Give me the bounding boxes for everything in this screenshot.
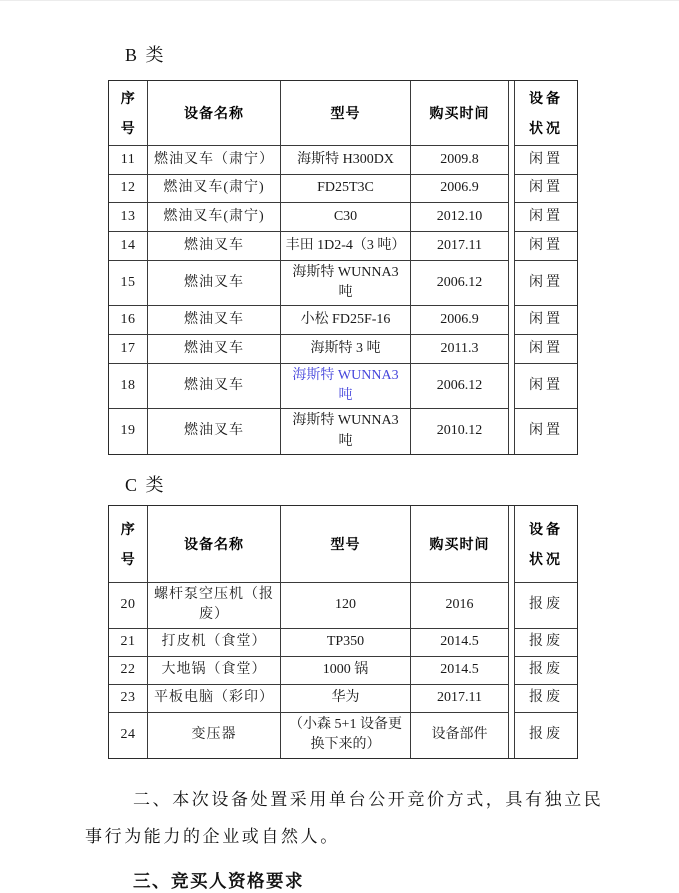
cell-text: 22 [120, 662, 136, 678]
cell-text: 序号 [120, 89, 136, 136]
cell-text: 闲置 [529, 340, 563, 356]
table-cell [109, 203, 148, 232]
table-cell [109, 583, 148, 629]
cell-text: 海斯特 WUNNA3 吨 [292, 367, 399, 404]
cell-text: 15 [120, 274, 136, 290]
cell-text: 购买时间 [429, 104, 490, 121]
table-cell [281, 685, 411, 713]
table-cell [148, 629, 281, 657]
cell-text: 报废 [529, 662, 563, 678]
cell-text: 2017.11 [437, 690, 482, 706]
table-cell [515, 713, 577, 758]
table-cell [148, 409, 281, 454]
cell-text: 闲置 [529, 180, 563, 196]
header-cell [148, 506, 281, 583]
cell-text: 小松 FD25F-16 [300, 312, 391, 328]
table-cell [515, 409, 577, 454]
cell-text: 海斯特 3 吨 [310, 340, 381, 356]
cell-text: 18 [120, 377, 136, 393]
cell-text: 2011.3 [440, 340, 479, 356]
table-cell [281, 203, 411, 232]
cell-text: 报废 [529, 727, 563, 743]
cell-text: 14 [120, 237, 136, 253]
table-cell [148, 685, 281, 713]
table-cell [281, 583, 411, 629]
table-cell [109, 409, 148, 454]
table-cell [515, 583, 577, 629]
table-cell [109, 175, 148, 204]
header-cell [281, 81, 411, 146]
table-cell [281, 335, 411, 364]
table-cell [281, 306, 411, 335]
cell-text: 2006.9 [440, 180, 479, 196]
cell-text: 设备部件 [431, 727, 488, 743]
cell-text: 2010.12 [436, 423, 483, 439]
table-cell [515, 364, 577, 410]
cell-text: 燃油叉车 [184, 312, 244, 328]
table-cell [411, 409, 509, 454]
cell-text: 2014.5 [440, 633, 479, 649]
header-cell [411, 506, 509, 583]
table-cell [148, 364, 281, 410]
cell-text: 2006.12 [436, 274, 483, 290]
cell-text: C30 [333, 209, 358, 225]
table-cell [411, 203, 509, 232]
header-cell [281, 506, 411, 583]
cell-text: 报废 [529, 690, 563, 706]
cell-text: 12 [120, 180, 136, 196]
cell-text: 20 [120, 597, 136, 613]
cell-text: 设备状况 [529, 89, 563, 136]
table-cell [411, 146, 509, 175]
cell-text: 17 [120, 340, 136, 356]
table-cell [411, 364, 509, 410]
cell-text: 16 [120, 312, 136, 328]
cell-text: TP350 [326, 633, 365, 649]
table-cell [109, 685, 148, 713]
table-cell [411, 583, 509, 629]
cell-text: 11 [120, 151, 136, 167]
section-label-b: B 类 [125, 45, 166, 65]
table-cell [411, 629, 509, 657]
header-cell [515, 506, 577, 583]
cell-text: 闲置 [529, 209, 563, 225]
table-cell [109, 629, 148, 657]
cell-text: 燃油叉车(肃宁) [163, 209, 265, 225]
table-cell [515, 306, 577, 335]
table-cell [148, 713, 281, 758]
cell-text: 燃油叉车 [184, 423, 244, 439]
table-cell [148, 232, 281, 261]
cell-text: 海斯特 WUNNA3 吨 [292, 264, 399, 301]
cell-text: 21 [120, 633, 136, 649]
cell-text: 120 [335, 597, 356, 613]
table-cell [148, 335, 281, 364]
table-cell [411, 306, 509, 335]
table-cell [109, 335, 148, 364]
cell-text: 燃油叉车 [184, 274, 244, 290]
cell-text: 闲置 [529, 274, 563, 290]
table-cell [411, 175, 509, 204]
cell-text: 大地锅（食堂） [161, 662, 267, 678]
cell-text: 2014.5 [440, 662, 479, 678]
header-cell [411, 81, 509, 146]
cell-text: 闲置 [529, 237, 563, 253]
cell-text: 23 [120, 690, 136, 706]
table-cell [281, 629, 411, 657]
model-link[interactable] [281, 364, 411, 410]
table-cell [148, 583, 281, 629]
table-cell [281, 657, 411, 685]
table-cell [515, 629, 577, 657]
table-cell [515, 657, 577, 685]
cell-text: 打皮机（食堂） [161, 633, 267, 649]
cell-text: 设备名称 [184, 104, 244, 121]
cell-text: 2009.8 [440, 151, 479, 167]
header-cell [515, 81, 577, 146]
cell-text: 1000 锅 [322, 662, 369, 678]
cell-text: 2006.9 [440, 312, 479, 328]
cell-text: 24 [120, 727, 136, 743]
cell-text: 报废 [529, 597, 563, 613]
table-cell [148, 175, 281, 204]
table-cell [515, 175, 577, 204]
table-cell [109, 146, 148, 175]
cell-text: 19 [120, 423, 136, 439]
table-cell [281, 713, 411, 758]
cell-text: 华为 [331, 690, 360, 706]
cell-text: 丰田 1D2-4（3 吨） [285, 237, 406, 253]
table-cell [411, 232, 509, 261]
cell-text: 燃油叉车 [184, 340, 244, 356]
table-cell [411, 335, 509, 364]
cell-text: 变压器 [191, 727, 237, 743]
cell-text: 2012.10 [436, 209, 483, 225]
table-cell [281, 261, 411, 307]
cell-text: 平板电脑（彩印） [154, 690, 274, 706]
section-3-heading: 三、竞买人资格要求 [133, 870, 304, 891]
table-cell [148, 261, 281, 307]
table-cell [148, 203, 281, 232]
table-cell [109, 713, 148, 758]
cell-text: 报废 [529, 633, 563, 649]
equipment-table-c [108, 505, 578, 759]
table-cell [515, 685, 577, 713]
table-cell [148, 306, 281, 335]
cell-text: 闲置 [529, 312, 563, 328]
table-cell [148, 657, 281, 685]
cell-text: 海斯特 H300DX [297, 151, 394, 167]
cell-text: 海斯特 WUNNA3 吨 [292, 413, 399, 449]
cell-text: 闲置 [529, 151, 563, 167]
header-cell [109, 81, 148, 146]
table-cell [281, 175, 411, 204]
cell-text: 13 [120, 209, 136, 225]
table-cell [411, 261, 509, 307]
table-cell [281, 232, 411, 261]
table-cell [148, 146, 281, 175]
cell-text: 燃油叉车（肃宁） [154, 151, 274, 167]
cell-text: 燃油叉车 [184, 377, 244, 393]
cell-text: 序号 [120, 520, 136, 567]
cell-text: 型号 [330, 535, 361, 552]
cell-text: 型号 [330, 104, 361, 121]
table-cell [515, 203, 577, 232]
cell-text: 设备名称 [184, 535, 244, 552]
cell-text: 闲置 [529, 377, 563, 393]
cell-text: 2017.11 [437, 237, 482, 253]
table-cell [281, 146, 411, 175]
clause-2-paragraph: 二、本次设备处置采用单台公开竞价方式，具有独立民事行为能力的企业或自然人。 [85, 789, 604, 846]
table-cell [411, 713, 509, 758]
table-cell [515, 232, 577, 261]
table-cell [109, 364, 148, 410]
cell-text: 燃油叉车(肃宁) [163, 180, 265, 196]
cell-text: 闲置 [529, 423, 563, 439]
cell-text: （小森 5+1 设备更换下来的） [289, 717, 402, 753]
table-cell [515, 146, 577, 175]
section-label-c: C 类 [125, 474, 166, 495]
table-cell [515, 335, 577, 364]
cell-text: 设备状况 [529, 520, 563, 567]
cell-text: 购买时间 [429, 535, 490, 552]
header-cell [148, 81, 281, 146]
table-cell [515, 261, 577, 307]
equipment-table-b [108, 80, 578, 455]
cell-text: FD25T3C [317, 180, 374, 196]
table-cell [411, 657, 509, 685]
cell-text: 2016 [445, 597, 474, 613]
table-cell [109, 232, 148, 261]
table-cell [411, 685, 509, 713]
table-cell [109, 657, 148, 685]
table-cell [109, 306, 148, 335]
cell-text: 燃油叉车 [184, 237, 244, 253]
cell-text: 螺杆泵空压机（报废） [154, 586, 274, 623]
header-cell [109, 506, 148, 583]
cell-text: 2006.12 [436, 377, 483, 393]
table-cell [281, 409, 411, 454]
table-cell [109, 261, 148, 307]
